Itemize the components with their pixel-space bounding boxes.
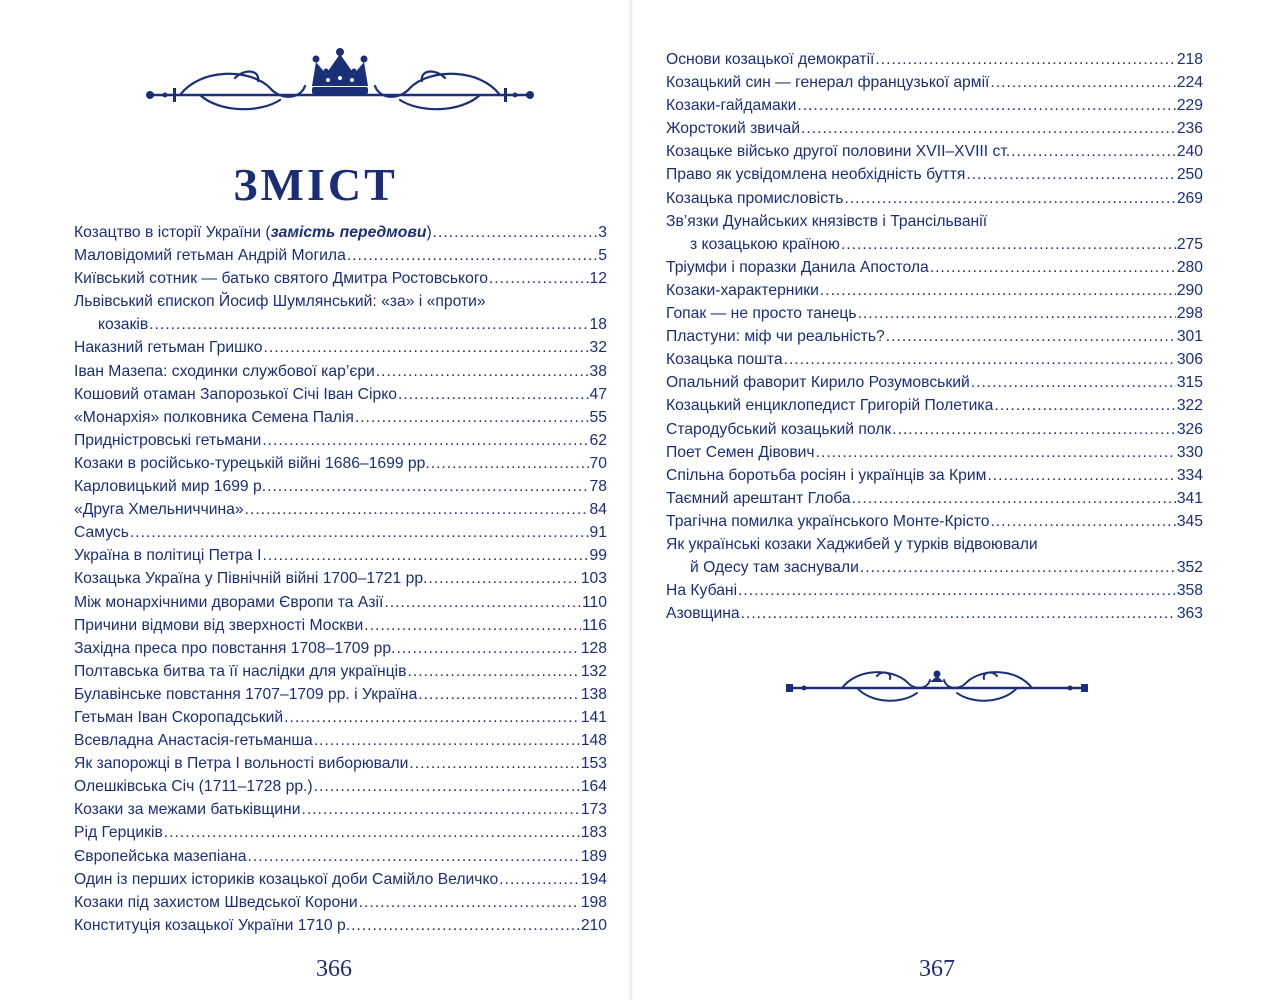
entry-title: Маловідомий гетьман Андрій Могила	[74, 247, 346, 265]
dot-leader	[267, 475, 588, 498]
list-item	[74, 637, 607, 660]
entry-page-number: 194	[580, 870, 607, 888]
entry-page-number: 345	[1176, 512, 1203, 530]
dot-leader	[418, 683, 580, 706]
dot-leader	[858, 302, 1176, 325]
dot-leader	[248, 845, 580, 868]
list-item	[74, 729, 607, 752]
entry-page-number: 55	[589, 408, 607, 426]
dot-leader	[816, 441, 1176, 464]
list-item	[74, 891, 607, 914]
dot-leader	[841, 233, 1176, 256]
table-of-contents-left	[74, 221, 607, 937]
list-item	[666, 48, 1203, 71]
list-item	[74, 544, 607, 567]
entry-title: Козацький енциклопедист Григорій Полетика	[666, 397, 994, 415]
list-item	[666, 325, 1203, 348]
list-item	[74, 383, 607, 406]
dot-leader	[364, 614, 581, 637]
entry-title: Всевладна Анастасія-гетьманша	[74, 732, 313, 750]
list-item	[666, 71, 1203, 94]
list-item	[74, 406, 607, 429]
entry-title: Козаки-гайдамаки	[666, 97, 797, 115]
entry-title: Один із перших істориків козацької доби Самійло Величко	[74, 870, 499, 888]
entry-page-number: 5	[598, 247, 607, 265]
entry-title: Полтавська битва та її наслідки для українців	[74, 662, 407, 680]
list-item	[666, 579, 1203, 602]
dot-leader	[852, 487, 1176, 510]
list-item	[74, 683, 607, 706]
list-item	[666, 418, 1203, 441]
entry-title: Стародубський козацький полк	[666, 420, 892, 438]
list-item	[74, 267, 607, 290]
dot-leader	[396, 637, 579, 660]
entry-title-continued: з козацькою країною	[690, 235, 840, 253]
entry-page-number: 210	[580, 916, 607, 934]
list-item	[666, 256, 1203, 279]
entry-page-number: 358	[1176, 582, 1203, 600]
dot-leader	[966, 163, 1175, 186]
entry-page-number: 138	[580, 685, 607, 703]
entry-page-number: 224	[1176, 74, 1203, 92]
entry-page-number: 91	[589, 524, 607, 542]
table-of-contents-right	[666, 48, 1203, 625]
entry-title: Поет Семен Дівович	[666, 443, 815, 461]
dot-leader	[428, 567, 579, 590]
entry-page-number: 128	[580, 639, 607, 657]
entry-title: Козаки в російсько-турецькій війні 1686–1699 рр.	[74, 454, 430, 472]
entry-page-number: 322	[1176, 397, 1203, 415]
entry-title: Козацтво в історії України (замість передмови)	[74, 224, 432, 241]
list-item	[666, 210, 1203, 256]
entry-page-number: 275	[1176, 235, 1203, 253]
entry-title: Карловицький мир 1699 р.	[74, 478, 267, 496]
dot-leader	[489, 267, 589, 290]
list-item	[74, 591, 607, 614]
dot-leader	[499, 868, 580, 891]
entry-title: Гетьман Іван Скоропадський	[74, 708, 284, 726]
dot-leader	[384, 591, 581, 614]
list-item	[74, 360, 607, 383]
list-item	[74, 498, 607, 521]
dot-leader	[1011, 140, 1176, 163]
entry-title: «Монархія» полковника Семена Палія	[74, 408, 354, 426]
list-item	[666, 94, 1203, 117]
list-item	[666, 302, 1203, 325]
entry-title: Рід Герциків	[74, 824, 163, 842]
entry-title: Козаки під захистом Шведської Корони	[74, 893, 358, 911]
dot-leader	[347, 244, 597, 267]
entry-title: Як українські козаки Хаджибей у турків відвоювали	[666, 535, 1038, 553]
list-item	[74, 868, 607, 891]
entry-title-continued: козаків	[98, 316, 149, 334]
dot-leader	[164, 821, 580, 844]
entry-title: Таємний арештант Глоба	[666, 489, 851, 507]
dot-leader	[314, 775, 580, 798]
dot-leader	[359, 891, 580, 914]
entry-page-number: 38	[589, 362, 607, 380]
entry-page-number: 290	[1176, 281, 1203, 299]
list-item	[666, 279, 1203, 302]
entry-title: Булавінське повстання 1707–1709 рр. і Україна	[74, 685, 418, 703]
dot-leader	[409, 752, 579, 775]
dot-leader	[355, 406, 589, 429]
list-item	[74, 521, 607, 544]
page-title: ЗМІСТ	[233, 159, 398, 210]
crown-flourish-ornament	[140, 48, 540, 123]
list-item	[74, 290, 607, 336]
entry-title: Причини відмови від зверхності Москви	[74, 616, 364, 634]
list-item	[666, 487, 1203, 510]
entry-page-number: 141	[580, 708, 607, 726]
entry-page-number: 198	[580, 893, 607, 911]
entry-page-number: 18	[589, 316, 607, 334]
dot-leader	[844, 187, 1175, 210]
entry-page-number: 298	[1176, 305, 1203, 323]
entry-page-number: 47	[589, 385, 607, 403]
dot-leader	[263, 544, 589, 567]
dot-leader	[314, 729, 580, 752]
list-item	[666, 187, 1203, 210]
dot-leader	[886, 325, 1176, 348]
list-item	[74, 475, 607, 498]
entry-title: Козаки за межами батьківщини	[74, 801, 301, 819]
entry-title: Козацька пошта	[666, 351, 783, 369]
entry-title: Козацьке військо другої половини XVII–XVIII ст.	[666, 143, 1011, 161]
entry-title: Пластуни: міф чи реальність?	[666, 328, 885, 346]
dot-leader	[408, 660, 580, 683]
entry-title: Трагічна помилка українського Монте-Крісто	[666, 512, 990, 530]
entry-title: Кошовий отаман Запорозької Січі Іван Сірко	[74, 385, 397, 403]
entry-page-number: 62	[589, 431, 607, 449]
entry-page-number: 3	[598, 224, 607, 241]
entry-title: Україна в політиці Петра І	[74, 547, 262, 565]
entry-page-number: 352	[1176, 559, 1203, 577]
list-item	[666, 464, 1203, 487]
entry-title: Олешківська Січ (1711–1728 рр.)	[74, 778, 313, 796]
entry-title: Зв’язки Дунайських князівств і Трансільванії	[666, 212, 988, 230]
entry-page-number: 363	[1176, 605, 1203, 623]
entry-page-number: 269	[1176, 189, 1203, 207]
list-item	[666, 117, 1203, 140]
entry-page-number: 78	[589, 478, 607, 496]
list-item	[666, 441, 1203, 464]
dot-leader	[820, 279, 1176, 302]
entry-page-number: 132	[580, 662, 607, 680]
entry-page-number: 229	[1176, 97, 1203, 115]
list-item	[74, 660, 607, 683]
page-number-left: 366	[316, 956, 352, 982]
entry-title: Козацька Україна у Північній війні 1700–1721 рр.	[74, 570, 428, 588]
entry-title: Козацька промисловість	[666, 189, 844, 207]
entry-page-number: 218	[1176, 51, 1203, 68]
entry-title: Гопак — не просто танець	[666, 305, 857, 323]
entry-title: Київський сотник — батько святого Дмитра Ростовського	[74, 270, 488, 288]
entry-page-number: 148	[580, 732, 607, 750]
entry-title: Опальний фаворит Кирило Розумовський	[666, 374, 970, 392]
entry-page-number: 153	[580, 755, 607, 773]
list-item	[666, 348, 1203, 371]
dot-leader	[784, 348, 1176, 371]
entry-page-number: 116	[581, 616, 607, 634]
entry-page-number: 341	[1176, 489, 1203, 507]
entry-title: Основи козацької демократії	[666, 51, 875, 68]
dot-leader	[892, 418, 1176, 441]
entry-page-number: 301	[1176, 328, 1203, 346]
dot-leader	[433, 221, 598, 244]
dot-leader	[149, 313, 588, 336]
list-item	[74, 429, 607, 452]
entry-page-number: 250	[1176, 166, 1203, 184]
entry-title: Західна преса про повстання 1708–1709 рр.	[74, 639, 396, 657]
entry-page-number: 240	[1176, 143, 1203, 161]
dot-leader	[990, 510, 1175, 533]
entry-title: Азовщина	[666, 605, 740, 623]
list-item	[74, 821, 607, 844]
list-item	[74, 221, 607, 244]
entry-title: Тріумфи і поразки Данила Апостола	[666, 258, 929, 276]
entry-title: Спільна боротьба росіян і українців за Крим	[666, 466, 987, 484]
dot-leader	[930, 256, 1176, 279]
list-item	[74, 614, 607, 637]
left-page	[0, 0, 631, 1000]
dot-leader	[284, 706, 580, 729]
entry-page-number: 12	[589, 270, 607, 288]
list-item	[74, 336, 607, 359]
entry-title: Іван Мазепа: сходинки службової кар’єри	[74, 362, 375, 380]
dot-leader	[376, 360, 589, 383]
dot-leader	[987, 464, 1175, 487]
list-item	[74, 452, 607, 475]
entry-title: Конституція козацької України 1710 р.	[74, 916, 351, 934]
dot-leader	[262, 429, 588, 452]
dot-leader	[741, 602, 1176, 625]
list-item	[666, 371, 1203, 394]
entry-title: «Друга Хмельниччина»	[74, 501, 244, 519]
dot-leader	[738, 579, 1176, 602]
dot-leader	[797, 94, 1175, 117]
dot-leader	[301, 798, 579, 821]
entry-page-number: 173	[580, 801, 607, 819]
entry-title: На Кубані	[666, 582, 738, 600]
list-item	[74, 706, 607, 729]
list-item	[666, 163, 1203, 186]
entry-title: Право як усвідомлена необхідність буття	[666, 166, 966, 184]
page-number-right: 367	[919, 956, 955, 982]
entry-page-number: 84	[589, 501, 607, 519]
dot-leader	[263, 336, 588, 359]
dot-leader	[245, 498, 589, 521]
dot-leader	[990, 71, 1175, 94]
entry-title: Європейська мазепіана	[74, 847, 247, 865]
entry-page-number: 183	[580, 824, 607, 842]
entry-title: Наказний гетьман Гришко	[74, 339, 263, 357]
list-item	[666, 510, 1203, 533]
entry-page-number: 306	[1176, 351, 1203, 369]
list-item	[666, 394, 1203, 417]
dot-leader	[801, 117, 1176, 140]
scroll-flourish-ornament	[782, 660, 1092, 710]
entry-title: Жорстокий звичай	[666, 120, 801, 138]
list-item	[74, 752, 607, 775]
dot-leader	[398, 383, 589, 406]
list-item	[74, 567, 607, 590]
entry-page-number: 103	[580, 570, 607, 588]
list-item	[666, 533, 1203, 579]
right-page	[632, 0, 1263, 1000]
entry-page-number: 280	[1176, 258, 1203, 276]
list-item	[666, 602, 1203, 625]
entry-title: Козаки-характерники	[666, 281, 819, 299]
dot-leader	[860, 556, 1176, 579]
entry-title: Козацький син — генерал французької армії	[666, 74, 990, 92]
list-item	[666, 140, 1203, 163]
dot-leader	[994, 394, 1175, 417]
list-item	[74, 775, 607, 798]
entry-page-number: 110	[581, 593, 607, 611]
dot-leader	[130, 521, 589, 544]
entry-page-number: 236	[1176, 120, 1203, 138]
entry-title: Як запорожці в Петра І вольності виборювали	[74, 755, 409, 773]
dot-leader	[875, 48, 1175, 71]
entry-page-number: 99	[589, 547, 607, 565]
list-item	[74, 244, 607, 267]
entry-title: Придністровські гетьмани	[74, 431, 262, 449]
entry-title: Львівський єпископ Йосиф Шумлянський: «за» і «проти»	[74, 293, 486, 311]
list-item	[74, 798, 607, 821]
entry-page-number: 32	[589, 339, 607, 357]
entry-page-number: 315	[1176, 374, 1203, 392]
entry-title: Між монархічними дворами Європи та Азії	[74, 593, 384, 611]
entry-page-number: 330	[1176, 443, 1203, 461]
list-item	[74, 914, 607, 937]
entry-page-number: 70	[589, 454, 607, 472]
dot-leader	[351, 914, 580, 937]
entry-title-continued: й Одесу там заснували	[690, 559, 859, 577]
dot-leader	[431, 452, 589, 475]
entry-page-number: 164	[580, 778, 607, 796]
entry-page-number: 334	[1176, 466, 1203, 484]
entry-title: Самусь	[74, 524, 129, 542]
dot-leader	[971, 371, 1176, 394]
list-item	[74, 845, 607, 868]
entry-page-number: 326	[1176, 420, 1203, 438]
entry-page-number: 189	[580, 847, 607, 865]
